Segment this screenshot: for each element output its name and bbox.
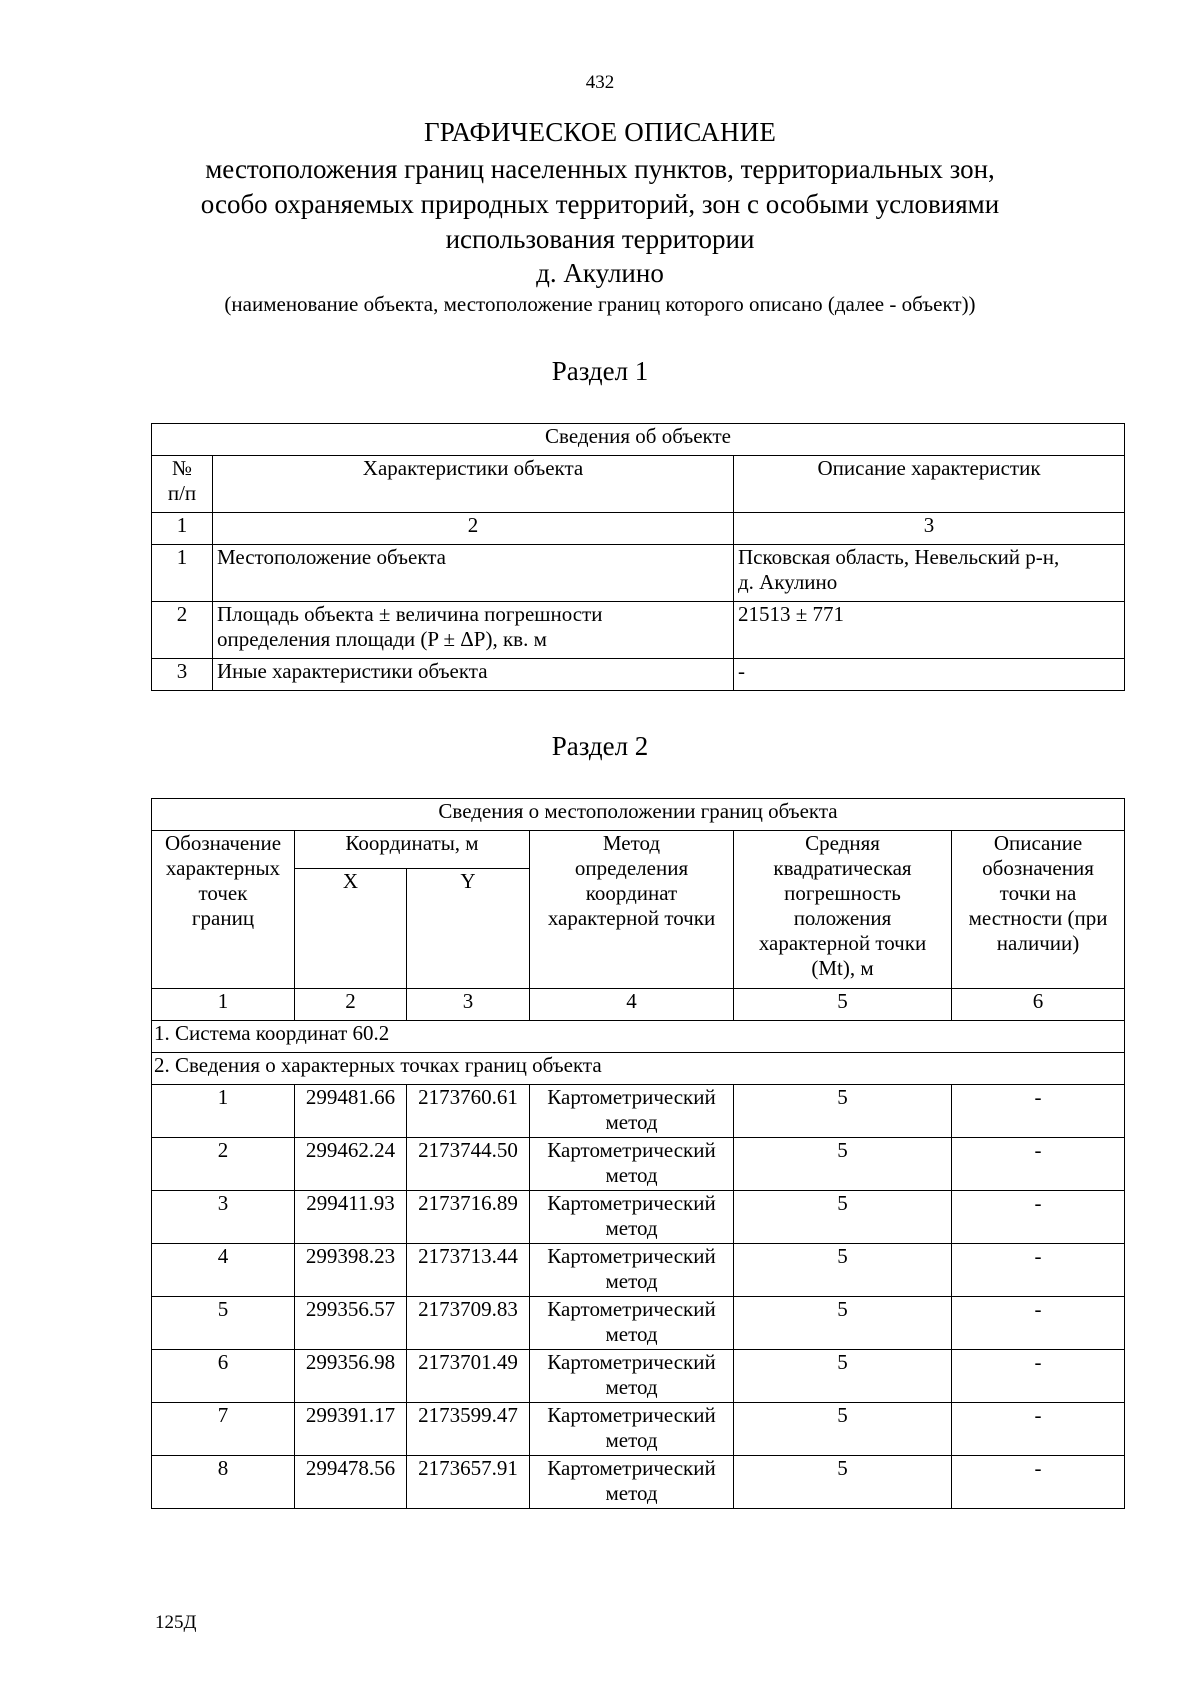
header-line: погрешность xyxy=(784,881,901,905)
point-x-cell: 299478.56 xyxy=(295,1456,407,1509)
point-description-cell: - xyxy=(952,1138,1125,1191)
header-line: определения xyxy=(574,856,689,880)
method-line-2: метод xyxy=(605,1269,658,1293)
point-accuracy-cell: 5 xyxy=(734,1138,952,1191)
method-line-2: метод xyxy=(605,1110,658,1134)
description-cell xyxy=(734,602,1125,659)
header-num xyxy=(152,456,213,513)
header-method xyxy=(530,831,734,989)
document-subtitle-line-1: местоположения границ населенных пунктов, территориальных зон, xyxy=(205,154,995,184)
point-id-cell: 2 xyxy=(152,1138,295,1191)
header-line: координат xyxy=(585,881,678,905)
point-accuracy-cell: 5 xyxy=(734,1085,952,1138)
point-description-cell: - xyxy=(952,1085,1125,1138)
point-description-cell: - xyxy=(952,1403,1125,1456)
description-cell xyxy=(734,659,1125,691)
header-num-line-2: п/п xyxy=(167,481,197,505)
point-x-cell: 299391.17 xyxy=(295,1403,407,1456)
point-y-cell: 2173657.91 xyxy=(407,1456,530,1509)
point-method-cell xyxy=(530,1191,734,1244)
object-name: д. Акулино xyxy=(536,258,664,288)
row-number: 2 xyxy=(152,602,213,659)
table-row xyxy=(152,1191,1125,1244)
header-line: Средняя xyxy=(805,831,880,855)
header-terrain-description xyxy=(952,831,1125,989)
header-line: (Mt), м xyxy=(811,956,874,980)
header-line: точки на xyxy=(999,881,1077,905)
row-number: 3 xyxy=(152,659,213,691)
table-caption: Сведения об объекте xyxy=(152,424,1125,456)
method-line-1: Картометрический xyxy=(547,1350,716,1374)
method-line-1: Картометрический xyxy=(547,1403,716,1427)
characteristic-line-1: Местоположение объекта xyxy=(217,545,447,569)
description-line-1: 21513 ± 771 xyxy=(738,602,845,626)
point-method-cell xyxy=(530,1297,734,1350)
header-line: границ xyxy=(191,906,255,930)
header-description: Описание характеристик xyxy=(734,456,1125,513)
table-row xyxy=(152,602,1125,659)
method-line-2: метод xyxy=(605,1375,658,1399)
method-line-2: метод xyxy=(605,1428,658,1452)
point-method-cell xyxy=(530,1456,734,1509)
section-2-heading: Раздел 2 xyxy=(551,731,649,761)
document-subtitle-line-3: использования территории xyxy=(445,224,755,254)
document-subtitle-line-2: особо охраняемых природных территорий, зон с особыми условиями xyxy=(200,189,1000,219)
header-line: характерной точки xyxy=(758,931,927,955)
point-y-cell: 2173716.89 xyxy=(407,1191,530,1244)
object-info-table xyxy=(151,423,1125,691)
header-point-designation xyxy=(152,831,295,989)
header-line: положения xyxy=(793,906,892,930)
table-row xyxy=(152,1085,1125,1138)
column-number: 1 xyxy=(152,989,295,1021)
method-line-1: Картометрический xyxy=(547,1191,716,1215)
point-accuracy-cell: 5 xyxy=(734,1456,952,1509)
point-description-cell: - xyxy=(952,1244,1125,1297)
column-number: 5 xyxy=(734,989,952,1021)
header-line: точек xyxy=(198,881,248,905)
header-x: X xyxy=(295,869,407,989)
point-accuracy-cell: 5 xyxy=(734,1191,952,1244)
point-x-cell: 299398.23 xyxy=(295,1244,407,1297)
method-line-2: метод xyxy=(605,1163,658,1187)
header-line: местности (при xyxy=(968,906,1108,930)
point-method-cell xyxy=(530,1244,734,1297)
point-y-cell: 2173599.47 xyxy=(407,1403,530,1456)
point-y-cell: 2173744.50 xyxy=(407,1138,530,1191)
header-characteristics: Характеристики объекта xyxy=(213,456,734,513)
point-accuracy-cell: 5 xyxy=(734,1244,952,1297)
header-accuracy xyxy=(734,831,952,989)
method-line-1: Картометрический xyxy=(547,1244,716,1268)
point-x-cell: 299411.93 xyxy=(295,1191,407,1244)
point-id-cell: 8 xyxy=(152,1456,295,1509)
header-line: Обозначение xyxy=(164,831,282,855)
characteristic-cell xyxy=(213,545,734,602)
header-line: обозначения xyxy=(982,856,1094,880)
table-row xyxy=(152,1456,1125,1509)
section-1-heading: Раздел 1 xyxy=(551,356,649,386)
header-coordinates: Координаты, м xyxy=(295,831,530,869)
point-x-cell: 299356.57 xyxy=(295,1297,407,1350)
column-number: 2 xyxy=(213,513,734,545)
description-line-1: - xyxy=(738,659,745,683)
method-line-1: Картометрический xyxy=(547,1138,716,1162)
point-x-cell: 299481.66 xyxy=(295,1085,407,1138)
point-y-cell: 2173713.44 xyxy=(407,1244,530,1297)
method-line-2: метод xyxy=(605,1322,658,1346)
point-y-cell: 2173709.83 xyxy=(407,1297,530,1350)
characteristic-line-1: Площадь объекта ± величина погрешности xyxy=(217,602,603,626)
header-line: наличии) xyxy=(996,931,1080,955)
point-description-cell: - xyxy=(952,1350,1125,1403)
table-row xyxy=(152,1138,1125,1191)
row-number: 1 xyxy=(152,545,213,602)
method-line-1: Картометрический xyxy=(547,1456,716,1480)
point-method-cell xyxy=(530,1085,734,1138)
table-row xyxy=(152,545,1125,602)
page-number: 432 xyxy=(585,72,615,93)
point-id-cell: 7 xyxy=(152,1403,295,1456)
characteristic-line-2: определения площади (P ± ΔP), кв. м xyxy=(217,627,547,651)
characteristic-cell xyxy=(213,659,734,691)
points-caption: 2. Сведения о характерных точках границ объекта xyxy=(152,1053,1125,1085)
column-number: 4 xyxy=(530,989,734,1021)
method-line-1: Картометрический xyxy=(547,1297,716,1321)
point-accuracy-cell: 5 xyxy=(734,1297,952,1350)
table-row xyxy=(152,1350,1125,1403)
point-method-cell xyxy=(530,1350,734,1403)
points-body xyxy=(152,1085,1125,1509)
header-y: Y xyxy=(407,869,530,989)
description-line-1: Псковская область, Невельский р-н, xyxy=(738,545,1060,569)
object-name-caption: (наименование объекта, местоположение границ которого описано (далее - объект)) xyxy=(224,292,976,316)
point-method-cell xyxy=(530,1138,734,1191)
method-line-2: метод xyxy=(605,1481,658,1505)
description-line-2: д. Акулино xyxy=(738,570,838,594)
coordinate-system: 1. Система координат 60.2 xyxy=(152,1021,1125,1053)
point-description-cell: - xyxy=(952,1297,1125,1350)
header-line: характерной точки xyxy=(547,906,716,930)
column-number: 1 xyxy=(152,513,213,545)
method-line-1: Картометрический xyxy=(547,1085,716,1109)
description-cell xyxy=(734,545,1125,602)
table-row xyxy=(152,1244,1125,1297)
characteristic-line-1: Иные характеристики объекта xyxy=(217,659,488,683)
table-caption: Сведения о местоположении границ объекта xyxy=(152,799,1125,831)
table-row xyxy=(152,1403,1125,1456)
column-number: 6 xyxy=(952,989,1125,1021)
point-id-cell: 5 xyxy=(152,1297,295,1350)
point-id-cell: 1 xyxy=(152,1085,295,1138)
method-line-2: метод xyxy=(605,1216,658,1240)
column-number: 3 xyxy=(407,989,530,1021)
point-id-cell: 3 xyxy=(152,1191,295,1244)
table-row xyxy=(152,659,1125,691)
document-title: ГРАФИЧЕСКОЕ ОПИСАНИЕ xyxy=(423,117,777,147)
header-num-line-1: № xyxy=(171,456,193,480)
point-description-cell: - xyxy=(952,1456,1125,1509)
point-id-cell: 4 xyxy=(152,1244,295,1297)
characteristic-cell xyxy=(213,602,734,659)
point-accuracy-cell: 5 xyxy=(734,1403,952,1456)
point-accuracy-cell: 5 xyxy=(734,1350,952,1403)
point-y-cell: 2173701.49 xyxy=(407,1350,530,1403)
point-x-cell: 299356.98 xyxy=(295,1350,407,1403)
boundary-points-table xyxy=(151,798,1125,1509)
column-number: 2 xyxy=(295,989,407,1021)
column-number: 3 xyxy=(734,513,1125,545)
point-method-cell xyxy=(530,1403,734,1456)
header-line: Метод xyxy=(602,831,661,855)
point-id-cell: 6 xyxy=(152,1350,295,1403)
point-description-cell: - xyxy=(952,1191,1125,1244)
header-line: характерных xyxy=(165,856,281,880)
point-y-cell: 2173760.61 xyxy=(407,1085,530,1138)
footer-code: 125Д xyxy=(155,1612,197,1633)
point-x-cell: 299462.24 xyxy=(295,1138,407,1191)
header-line: квадратическая xyxy=(773,856,912,880)
table-row xyxy=(152,1297,1125,1350)
header-line: Описание xyxy=(993,831,1083,855)
